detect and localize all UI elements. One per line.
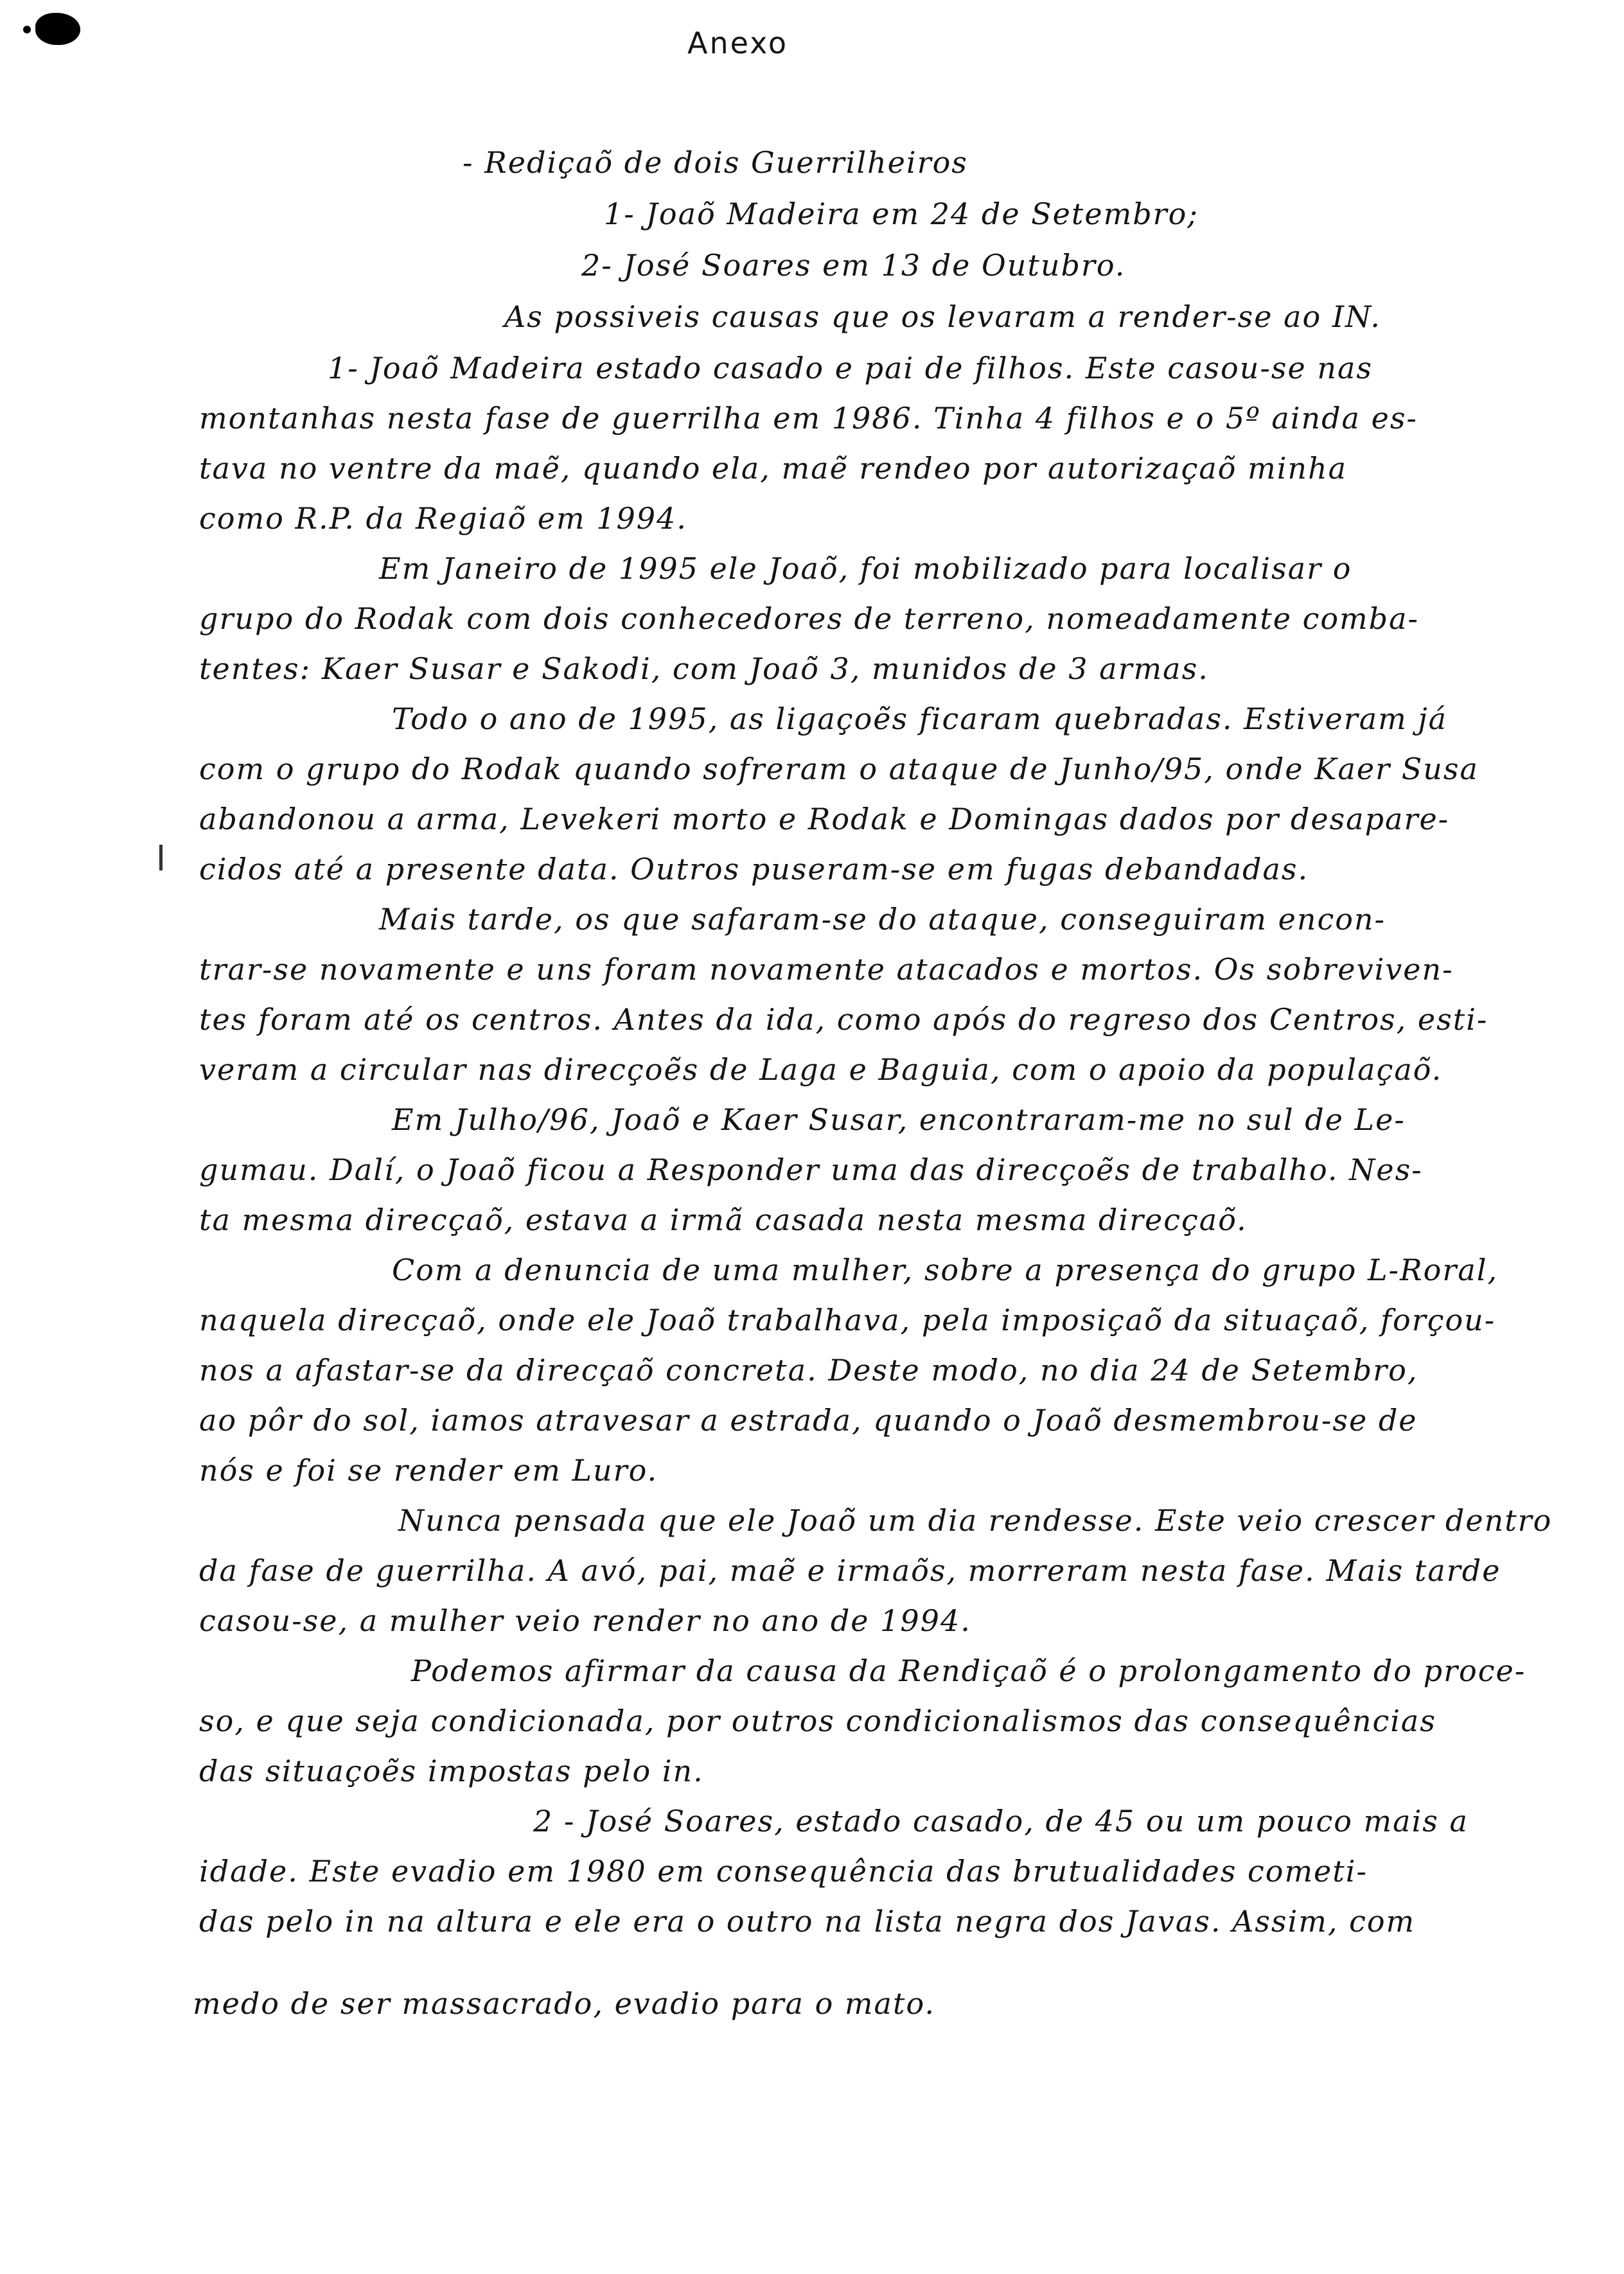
text-line: Mais tarde, os que safaram-se do ataque, conseguiram encon-	[379, 902, 1386, 937]
text-line: naquela direcçaõ, onde ele Joaõ trabalhava, pela imposiçaõ da situaçaõ, forçou-	[199, 1303, 1496, 1337]
text-line: tentes: Kaer Susar e Sakodi, com Joaõ 3, munidos de 3 armas.	[199, 651, 1209, 686]
text-line: das situaçoẽs impostas pelo in.	[199, 1754, 704, 1788]
text-line: Em Julho/96, Joaõ e Kaer Susar, encontraram-me no sul de Le-	[392, 1102, 1406, 1137]
text-line: Podemos afirmar da causa da Rendiçaõ é o prolongamento do proce-	[411, 1653, 1526, 1688]
text-line: montanhas nesta fase de guerrilha em 1986. Tinha 4 filhos e o 5º ainda es-	[199, 401, 1418, 436]
item-line: 2- José Soares em 13 de Outubro.	[581, 248, 1126, 283]
text-line: tes foram até os centros. Antes da ida, como após do regreso dos Centros, esti-	[199, 1002, 1488, 1037]
title-line: - Rediçaõ de dois Guerrilheiros	[463, 145, 968, 180]
text-line: idade. Este evadio em 1980 em consequência das brutualidades cometi-	[199, 1854, 1368, 1889]
text-line: Todo o ano de 1995, as ligaçoẽs ficaram quebradas. Estiveram já	[392, 701, 1448, 736]
text-line: 2 - José Soares, estado casado, de 45 ou um pouco mais a	[533, 1804, 1469, 1838]
text-line: ta mesma direcçaõ, estava a irmã casada nesta mesma direcçaõ.	[199, 1203, 1248, 1237]
text-line: casou-se, a mulher veio render no ano de 1994.	[199, 1603, 971, 1638]
text-line: cidos até a presente data. Outros puseram-se em fugas debandadas.	[199, 852, 1309, 886]
text-line: tava no ventre da maẽ, quando ela, maẽ rendeo por autorizaçaõ minha	[199, 451, 1348, 486]
text-line: Nunca pensada que ele Joaõ um dia rendesse. Este veio crescer dentro	[398, 1503, 1553, 1538]
text-line: so, e que seja condicionada, por outros condicionalismos das consequências	[199, 1704, 1436, 1738]
text-line: As possiveis causas que os levaram a render-se ao IN.	[504, 299, 1381, 334]
margin-stroke-mark	[159, 845, 163, 870]
text-line: nós e foi se render em Luro.	[199, 1453, 658, 1488]
text-line: trar-se novamente e uns foram novamente atacados e mortos. Os sobreviven-	[199, 952, 1454, 987]
text-line: gumau. Dalí, o Joaõ ficou a Responder uma das direcçoẽs de trabalho. Nes-	[199, 1152, 1423, 1187]
item-line: 1- Joaõ Madeira em 24 de Setembro;	[604, 197, 1199, 231]
text-line: das pelo in na altura e ele era o outro na lista negra dos Javas. Assim, com	[199, 1904, 1416, 1939]
text-line: nos a afastar-se da direcçaõ concreta. Deste modo, no dia 24 de Setembro,	[199, 1353, 1418, 1388]
text-line: 1- Joaõ Madeira estado casado e pai de filhos. Este casou-se nas	[328, 351, 1373, 385]
text-line: abandonou a arma, Levekeri morto e Rodak e Domingas dados por desapare-	[199, 802, 1450, 836]
text-line: Em Janeiro de 1995 ele Joaõ, foi mobilizado para localisar o	[379, 551, 1352, 586]
text-line: grupo do Rodak com dois conhecedores de terreno, nomeadamente comba-	[199, 601, 1420, 636]
text-line: medo de ser massacrado, evadio para o mato.	[193, 1986, 935, 2021]
ink-blot-mark	[35, 13, 80, 45]
text-line: ao pôr do sol, iamos atravesar a estrada, quando o Joaõ desmembrou-se de	[199, 1403, 1418, 1438]
text-line: Com a denuncia de uma mulher, sobre a presença do grupo L-Roral,	[392, 1253, 1499, 1287]
text-line: veram a circular nas direcçoẽs de Laga e Baguia, com o apoio da populaçaõ.	[199, 1052, 1443, 1087]
document-heading: Anexo	[687, 26, 789, 60]
text-line: com o grupo do Rodak quando sofreram o ataque de Junho/95, onde Kaer Susa	[199, 752, 1479, 786]
text-line: da fase de guerrilha. A avó, pai, maẽ e irmaõs, morreram nesta fase. Mais tarde	[199, 1553, 1501, 1588]
ink-dot-mark	[23, 26, 31, 33]
text-line: como R.P. da Regiaõ em 1994.	[199, 501, 687, 536]
